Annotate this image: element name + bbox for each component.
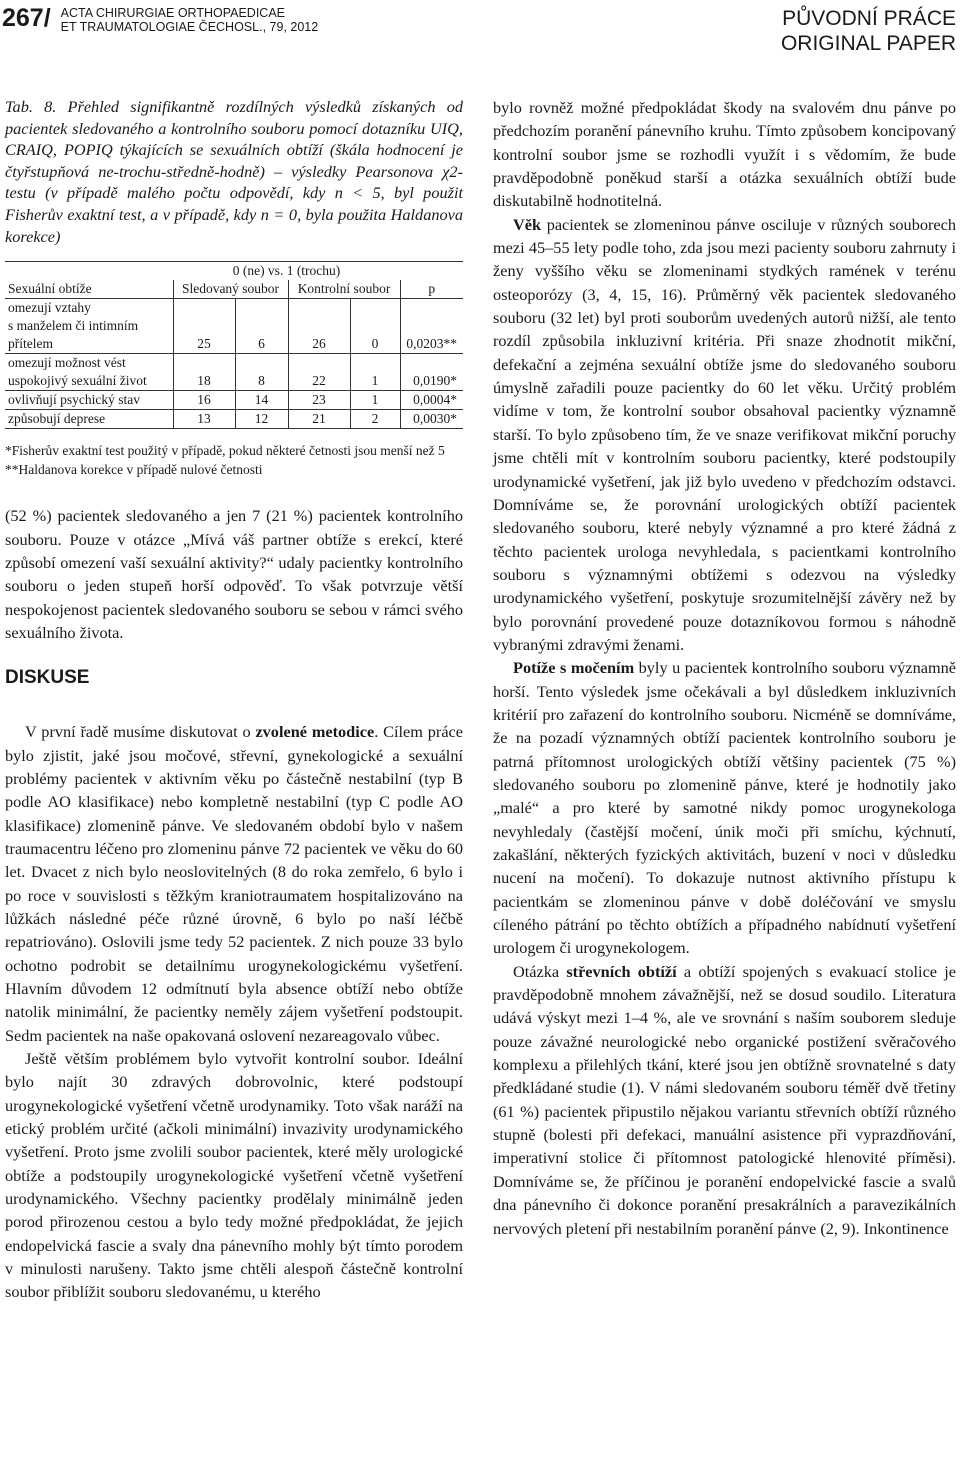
- journal-name: [61, 6, 319, 34]
- table-header-row: [5, 280, 463, 299]
- discussion-paragraph-control-group: Ještě větším problémem bylo vytvořit kontrolní soubor. Ideální bylo najít 30 zdravých dobrovolnic, které podstoupí urogynekologické vyšetření včetně urodynamiky. Toto však naráží na etický problém určité (ačkoli minimální) invazivity urodynamického vyšetření. Proto jsme zvolili soubor pacientek, které měly urologické obtíže a podstoupily urogynekologické vyšetření včetně vyšetření urodynamického. Všechny pacientky prodělaly minimálně jeden porod přirozenou cestou a bylo tedy možné předpokládat, že jejich endopelvická fascie a svaly dna pánevního mohly být tímto porodem v minulosti narušeny. Takto jsme chtěli alespoň částečně kontrolní soubor přiblížit souboru sledovanému, u kterého: [5, 1049, 463, 1302]
- journal-line-1: ACTA CHIRURGIAE ORTHOPAEDICAE: [60, 6, 286, 20]
- table-group-header-row: [5, 262, 463, 281]
- right-column: [493, 96, 956, 1240]
- page-number: 267/: [2, 4, 51, 32]
- table-row: [5, 354, 463, 391]
- bold-term: Potíže s močením: [513, 658, 635, 678]
- table-row: [5, 410, 463, 429]
- cell-control-yes: 1: [350, 354, 400, 391]
- bold-term: Věk: [513, 214, 542, 234]
- table-caption: Tab. 8. Přehled signifikantně rozdílných výsledků získaných od pacientek sledovaného a kontrolního souboru pomocí dotazníku UIQ, CRAIQ, POPIQ týkajících se sexuálních obtíží (škála hodnocení je čtyřstupňová ne-trochu-středně-hodně) – výsledky Pearsonova χ2-testu (v případě malého počtu odpovědí, kdy n < 5, byl použit Fisherův exaktní test, a v případě, kdy n = 0, byla použita Haldanova korekce): [5, 97, 463, 246]
- cell-study-yes: 12: [235, 410, 288, 429]
- col-header-study-group: Sledovaný soubor: [173, 280, 288, 299]
- cell-study-no: 16: [173, 391, 235, 410]
- cell-control-yes: 0: [350, 299, 400, 354]
- col-header-control-group: Kontrolní soubor: [288, 280, 400, 299]
- col-header-symptoms: Sexuální obtíže: [5, 280, 173, 299]
- group-header: 0 (ne) vs. 1 (trochu): [173, 262, 400, 281]
- running-header-left: [2, 4, 318, 34]
- cell-control-no: 23: [288, 391, 350, 410]
- discussion-paragraph-age: Věk pacientek se zlomeninou pánve osciluje v různých souborech mezi 45–55 lety podle toho, zda jsou mezi pacienty souboru zahrnuty i ženy vyššího věku se zlomeninami stydkých ramének v terénu osteoporózy (3, 4, 15, 16). Průměrný věk pacientek sledovaného souboru (32 let) byl proti souborům uvedených autorů nižší, ale tento rozdíl způsobila inkluzivní kritéria. Při snaze zhodnotit mikční, defekační a zejména sexuální obtíže jsme do sledovaného souboru úmyslně zařadili pouze pacientky do 60 let věku. Určitý problém vidíme v tom, že kontrolní soubor obsahoval pacientky významně starší. To bylo způsobeno tím, že ve snaze verifikovat mikční poruchy jsme chtěli mít v kontrolním souboru pacientky, které podstoupily urodynamické vyšetření, jak již bylo uvedeno v předchozím odstavci. Domníváme se, že porovnání urologických obtíží pacientek sledovaného souboru, které nebyly významné a pro které žádná z těchto pacientek urologa nevyhledala, s pacientkami kontrolního souboru s významnými obtížemi s odezvou na výsledky urodynamického vyšetření, poskytuje srozumitelnější závěry než by bylo porovnání provedené pouze dotazníkovou formou s náhodně vybranými zdravými ženami.: [493, 214, 956, 654]
- section-heading-discussion: DISKUSE: [5, 667, 90, 689]
- row-label: omezují vztahy s manželem či intimním přítelem: [5, 299, 173, 354]
- discussion-paragraph-urination: Potíže s močením byly u pacientek kontrolního souboru významně horší. Tento výsledek jsme očekávali a byl důsledkem inkluzivních kritérií pro zařazení do kontrolního souboru. Nicméně se domníváme, že na pozadí významných obtíží pacientek kontrolního souboru je patrná přítomnost urologických obtíží většiny pacientek (75 %) sledovaného souboru po zlomenině pánve, které je hodnotily jako „malé“ a pro které by samotné nikdy pomoc urogynekologa nevyhledaly (častější močení, únik moči při smíchu, kýchnutí, zakašlání, některých fyzických aktivitách, buzení v noci v důsledku nucení na močení). To dokazuje nutnost aktivního přístupu k pacientkám se zlomeninou pánve v době doléčování ve smyslu cíleného pátrání po těchto obtížích a případného nabídnutí vyšetření urologem či urogynekologem.: [493, 658, 956, 958]
- cell-control-no: 26: [288, 299, 350, 354]
- article-type-czech: PŮVODNÍ PRÁCE: [782, 7, 956, 30]
- row-label: ovlivňují psychický stav: [5, 391, 173, 410]
- cell-control-no: 21: [288, 410, 350, 429]
- article-type-english: ORIGINAL PAPER: [780, 32, 956, 55]
- cell-p-value: 0,0030*: [400, 410, 463, 429]
- row-label: způsobují deprese: [5, 410, 173, 429]
- discussion-paragraph-methods: V první řadě musíme diskutovat o zvolené metodice. Cílem práce bylo zjistit, jaké jsou močové, střevní, gynekologické a sexuální problémy pacientek v aktivním věku po částečně nestabilní (typ B podle AO klasifikace) nebo kompletně nestabilní (typ C podle AO klasifikace) zlomenině pánve. Ve sledovaném období bylo v našem traumacentru léčeno pro zlomeninu pánve 72 pacientek ve věku do 60 let. Dvacet z nich bylo neoslovitelných (8 do roka zemřelo, 6 bylo i po roce v souvislosti s těžkým kraniotraumatem hospitalizováno na lůžkách následné péče různé úrovně, 6 bylo po naší léčbě repatriováno). Oslovili jsme tedy 52 pacientek. Z nich pouze 33 bylo ochotno podrobit se detailnímu urogynekologickému vyšetření. Hlavním důvodem 12 odmítnutí byla absence obtíží nebo obtíže natolik minimální, že pacientky neměly zájem vyšetření podstoupit. Sedm pacientek na naše opakovaná oslovení nezareagovalo vůbec.: [5, 722, 463, 1045]
- cell-p-value: 0,0203**: [400, 299, 463, 354]
- results-table: [5, 261, 463, 429]
- table-row: [5, 391, 463, 410]
- row-label: omezují možnost vést uspokojivý sexuální život: [5, 354, 173, 391]
- cell-study-no: 13: [173, 410, 235, 429]
- results-paragraph: (52 %) pacientek sledovaného a jen 7 (21 %) pacientek kontrolního souboru. Pouze v otázce „Mívá váš partner obtíže s erekcí, které způsobí omezení vaší sexuální aktivity?“ udaly pacientky kontrolního souboru o jeden stupeň horší odpověď. To však potvrzuje větší nespokojenost pacientek sledovaného souboru se sebou v rámci svého sexuálního života.: [5, 506, 463, 642]
- cell-p-value: 0,0190*: [400, 354, 463, 391]
- table-footnotes: [5, 442, 463, 479]
- table-row: [5, 299, 463, 354]
- cell-p-value: 0,0004*: [400, 391, 463, 410]
- discussion-paragraph-bowel: Otázka střevních obtíží a obtíží spojených s evakuací stolice je pravděpodobně mnohem závažnější, než se dosud soudilo. Literatura udává výskyt mezi 1–4 %, ale ve srovnání s naším souborem sleduje pouze závažné neurologické nebo organické postižení svěračového komplexu a přilehlých tkání, které jsou jen obtížně srovnatelné s daty předkládané studie (1). V námi sledovaném souboru téměř dvě třetiny (61 %) pacientek připustilo nějakou variantu střevních obtíží různého stupně (bolesti při defekaci, manuální asistence při vyprazdňování, imperativní stolice či přítomnost patologické hlenovité příměsi). Domníváme se, že příčinou je poranění endopelvické fascie a svalů dna pánevního či dokonce poranění presakrálních a paravezikálních nervových pletení při nestabilním poranění pánve (2, 9). Inkontinence: [493, 961, 956, 1238]
- cell-study-no: 25: [173, 299, 235, 354]
- discussion-paragraph-continued: bylo rovněž možné předpokládat škody na svalovém dnu pánve po předchozím poranění pánevního kruhu. Tímto způsobem koncipovaný kontrolní soubor jsme se rozhodli využít i s vědomím, že bude pravděpodobně poněkud starší a otázka sexuálních obtíží bude diskutabilně hodnotitelná.: [493, 98, 956, 211]
- cell-control-yes: 1: [350, 391, 400, 410]
- article-type: [781, 6, 956, 56]
- footnote-haldane: **Haldanova korekce v případě nulové četnosti: [5, 461, 263, 477]
- col-header-p: p: [400, 280, 463, 299]
- bold-term: střevních obtíží: [566, 961, 677, 981]
- journal-line-2: ET TRAUMATOLOGIAE ČECHOSL., 79, 2012: [60, 20, 319, 34]
- cell-study-yes: 8: [235, 354, 288, 391]
- cell-study-no: 18: [173, 354, 235, 391]
- cell-control-yes: 2: [350, 410, 400, 429]
- cell-control-no: 22: [288, 354, 350, 391]
- bold-term: zvolené metodice: [255, 722, 375, 742]
- left-column: [5, 96, 463, 1304]
- cell-study-yes: 6: [235, 299, 288, 354]
- footnote-fisher: *Fisherův exaktní test použitý v případě, pokud některé četnosti jsou menší než 5: [5, 443, 445, 459]
- cell-study-yes: 14: [235, 391, 288, 410]
